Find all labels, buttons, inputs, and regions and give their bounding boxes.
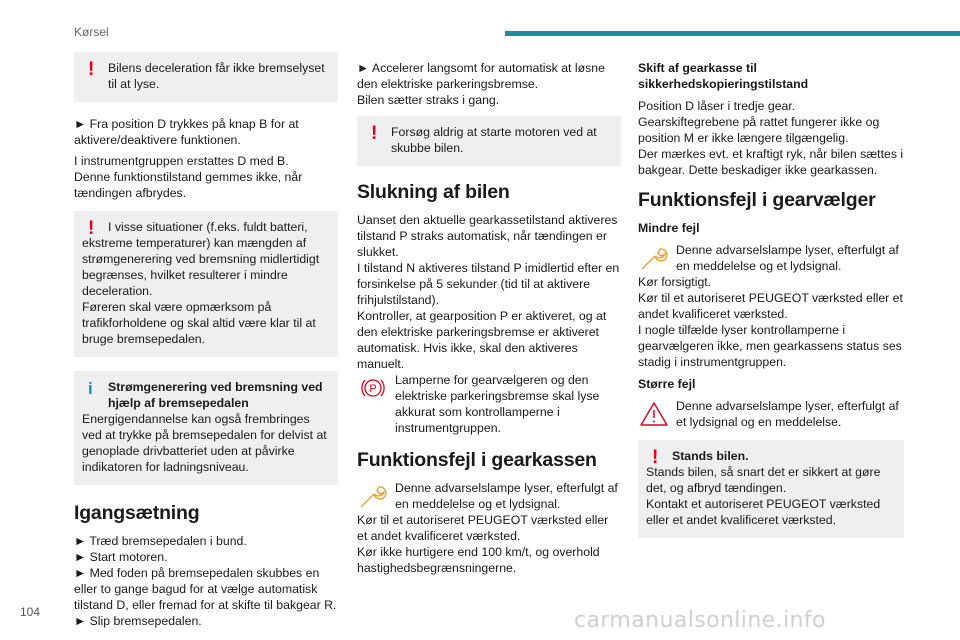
fault-lamp-note: [357, 480, 621, 512]
paragraph: Kør til et autoriseret PEUGEOT værksted eller et andet kvalificeret værksted.: [638, 291, 903, 321]
note-text: Kontakt et autoriseret PEUGEOT værksted eller et andet kvalificeret værksted.: [646, 497, 881, 527]
paragraph: Position D låser i tredje gear.: [638, 99, 796, 113]
parking-lamp-note: [357, 372, 621, 436]
warning-note: [638, 440, 904, 538]
warning-exclamation-icon: !: [88, 59, 95, 80]
paragraph: I tilstand N aktiveres tilstand P imidlertid efter en forsinkelse på 5 sekunder (tid til at aktivere frihjulstilstand).: [357, 261, 620, 307]
paragraph: Der mærkes evt. et kraftigt ryk, når bilen sættes i bakgear. Dette beskadiger ikke gearkassen.: [638, 147, 904, 177]
section-heading: Funktionsfejl i gearkassen: [357, 449, 597, 471]
running-header: Kørsel: [74, 25, 109, 39]
subheading: Skift af gearkasse til sikkerhedskopieringstilstand: [638, 61, 809, 91]
warning-note: [74, 211, 338, 357]
section-heading: Igangsætning: [74, 502, 200, 524]
svg-text:P: P: [369, 383, 377, 395]
section-heading: Funktionsfejl i gearvælger: [638, 189, 876, 211]
paragraph: Uanset den aktuelle gearkassetilstand aktiveres tilstand P straks automatisk, når tændingen er slukket.: [357, 213, 618, 259]
column-3: [638, 60, 904, 552]
note-text: Bilens deceleration får ikke bremselyset til at lyse.: [108, 61, 325, 91]
step: ► Slip bremsepedalen.: [74, 614, 202, 628]
column-1: [74, 52, 338, 629]
column-2: [357, 60, 621, 576]
note-text: ekstreme temperaturer) kan mængden af strømgenerering ved bremsning midlertidigt begrænses, hvilket resulterer i mindre deceleration.: [82, 236, 320, 298]
parking-brake-warning-icon: [357, 374, 389, 402]
watermark: carmanualsonline.info: [574, 608, 826, 633]
paragraph: Denne funktionstilstand gemmes ikke, når tændingen afbrydes.: [74, 170, 303, 200]
info-icon: i: [88, 379, 93, 398]
paragraph: Denne advarselslampe lyser, efterfulgt af et lydsignal og en meddelelse.: [676, 399, 899, 429]
paragraph: I instrumentgruppen erstattes D med B.: [74, 154, 289, 168]
wrench-icon: [638, 244, 670, 272]
step: ► Med foden på bremsepedalen skubbes en eller to gange bagud for at vælge automatisk tilstand D, eller fremad for at skifte til bakgear R.: [74, 566, 337, 612]
warning-exclamation-icon: !: [652, 447, 659, 468]
note-text: Føreren skal være opmærksom på trafikforholdene og skal altid være klar til at bruge bremsepedalen.: [82, 300, 316, 346]
info-title: Strømgenerering ved bremsning ved hjælp af bremsepedalen: [108, 380, 323, 410]
paragraph: Bilen sætter straks i gang.: [357, 93, 500, 107]
subheading: Mindre fejl: [638, 221, 700, 235]
paragraph: I nogle tilfælde lyser kontrollamperne i gearvælgeren ikke, men gearkassens status ses stadig i instrumentgruppen.: [638, 323, 902, 369]
page-number: 104: [20, 605, 41, 619]
warning-note: [357, 116, 621, 166]
paragraph: ► Fra position D trykkes på knap B for at aktivere/deaktivere funktionen.: [74, 117, 299, 147]
minor-fault-lamp-note: [638, 242, 904, 274]
section-heading: Slukning af bilen: [357, 181, 510, 203]
info-text: Energigendannelse kan også frembringes ved at trykke på bremsepedalen for delvist at genoplade drivbatteriet uden at påvirke indikatoren for ladningsniveau.: [82, 412, 327, 474]
subheading: Større fejl: [638, 377, 696, 391]
paragraph: Denne advarselslampe lyser, efterfulgt af en meddelelse og et lydsignal.: [676, 243, 899, 273]
warning-exclamation-icon: !: [371, 123, 378, 144]
paragraph: Kør forsigtigt.: [638, 275, 712, 289]
paragraph: Kør til et autoriseret PEUGEOT værksted eller et andet kvalificeret værksted.: [357, 513, 609, 543]
note-title: Stands bilen.: [672, 449, 749, 463]
paragraph: Gearskiftegrebene på rattet fungerer ikke og position M er ikke længere tilgængelig.: [638, 115, 880, 145]
major-fault-lamp-note: [638, 398, 904, 430]
paragraph: Lamperne for gearvælgeren og den elektriske parkeringsbremse skal lyse akkurat som kontrollamperne i instrumentgruppen.: [395, 373, 600, 435]
step: ► Start motoren.: [74, 550, 168, 564]
info-note: [74, 371, 338, 485]
step: ► Træd bremsepedalen i bund.: [74, 534, 247, 548]
warning-exclamation-icon: !: [88, 218, 95, 239]
wrench-icon: [357, 482, 389, 510]
warning-triangle-icon: [638, 400, 670, 428]
paragraph: ► Accelerer langsomt for automatisk at løsne den elektriske parkeringsbremse.: [357, 61, 605, 91]
warning-note: [74, 52, 338, 102]
note-text: Stands bilen, så snart det er sikkert at gøre det, og afbryd tændingen.: [646, 465, 881, 495]
note-text: Forsøg aldrig at starte motoren ved at skubbe bilen.: [391, 125, 597, 155]
note-text: I visse situationer (f.eks. fuldt batteri,: [108, 220, 308, 234]
header-accent-bar: [505, 31, 960, 36]
paragraph: Denne advarselslampe lyser, efterfulgt af en meddelelse og et lydsignal.: [395, 481, 618, 511]
paragraph: Kontroller, at gearposition P er aktiveret, og at den elektriske parkeringsbremse er aktiveret automatisk. Hvis ikke, skal den aktiveres manuelt.: [357, 309, 607, 371]
paragraph: Kør ikke hurtigere end 100 km/t, og overhold hastighedsbegrænsningerne.: [357, 545, 600, 575]
